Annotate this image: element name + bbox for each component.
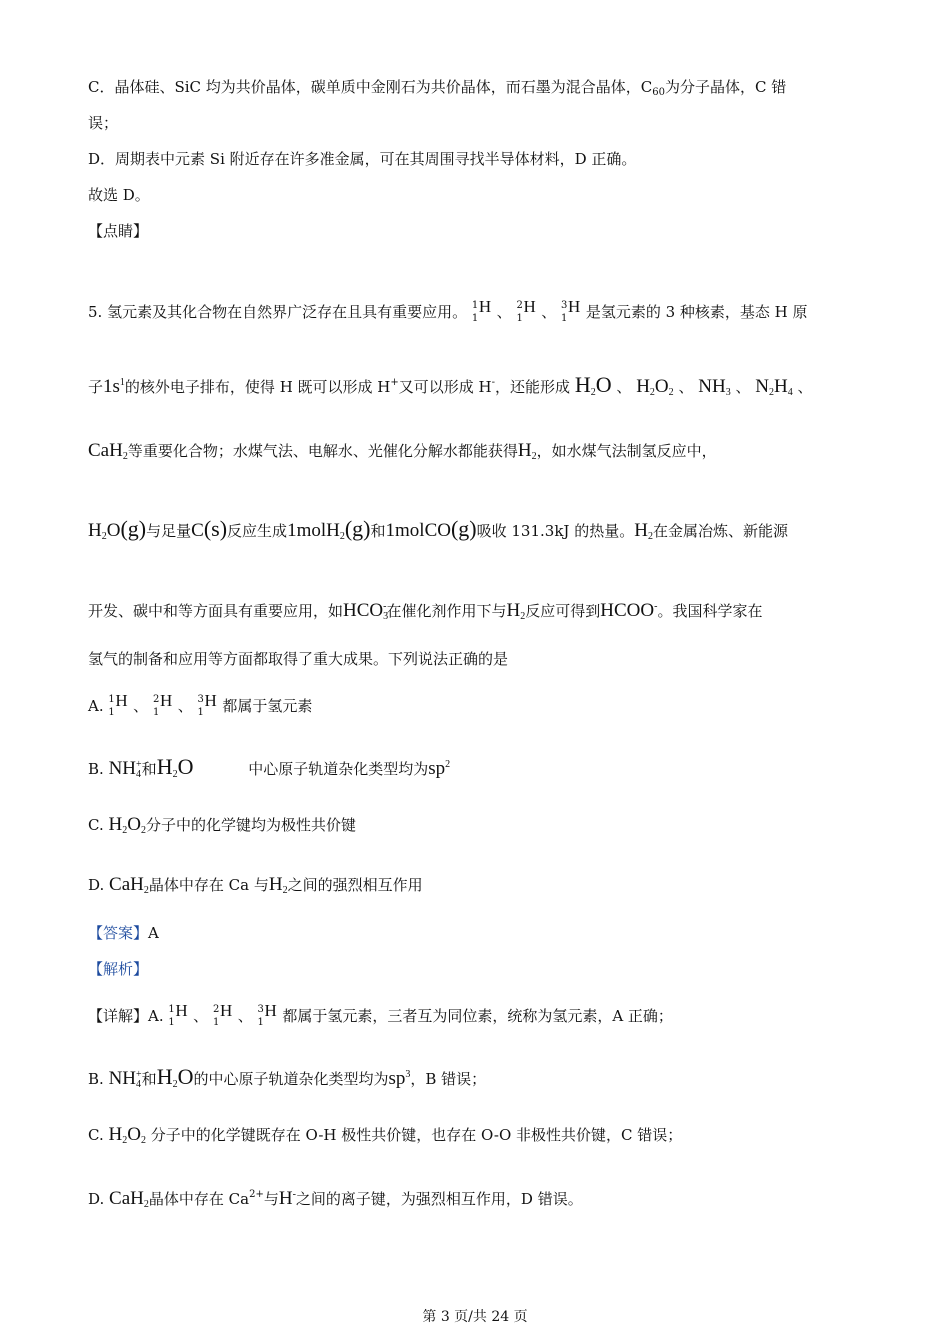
formula-sp2: $sp^2$ xyxy=(428,758,451,779)
analysis-label: 【解析】 xyxy=(88,960,149,978)
formula-cah2: CaH$_2$ xyxy=(109,1188,149,1210)
formula-nh4: $NH_4^+$ xyxy=(108,758,142,780)
q5-line3: CaH$_2$等重要化合物；水煤气法、电解水、光催化分解水都能获得$H_2$，如水煤气法制氢反应中， xyxy=(88,440,717,462)
formula-cah2: CaH$_2$ xyxy=(109,874,149,896)
answer-value: A xyxy=(148,924,159,942)
formula-h2o: $H_2O$ xyxy=(156,754,194,780)
isotope-2h: 2 1 H xyxy=(212,1001,233,1028)
dianjing-heading: 【点睛】 xyxy=(88,222,149,240)
answer-label: 【答案】 xyxy=(88,924,149,942)
detail-d: D. CaH$_2$晶体中存在 $Ca^{2+}$与H-之间的离子键，为强烈相互作用，D 错误。 xyxy=(88,1188,583,1210)
c60-subscript: 60 xyxy=(652,87,666,98)
formula-1mol-co: 1molCO(g) xyxy=(385,516,477,541)
option-c: C. $H_2O_2$分子中的化学键均为极性共价键 xyxy=(88,814,356,836)
answer xyxy=(88,922,159,944)
formula-1mol-h2: 1molH$_2$(g) xyxy=(287,516,371,542)
formula-h2o: $H_2O$ xyxy=(156,1064,194,1090)
formula-c-s: C(s) xyxy=(191,516,228,541)
q5-line6: 氢气的制备和应用等方面都取得了重大成果。下列说法正确的是 xyxy=(88,650,509,668)
formula-h2-c: $H_2$ xyxy=(506,600,526,622)
detail-c: C. $H_2O_2$ 分子中的化学键既存在 O-H 极性共价键，也存在 O-O 非极性共价键，C 错误； xyxy=(88,1124,683,1146)
formula-nh4: $NH_4^+$ xyxy=(108,1068,142,1090)
formula-hcoo: HCOO- xyxy=(600,600,658,621)
formula-nh3: $NH_3$ xyxy=(698,376,731,398)
isotope-2h: 2 1 H xyxy=(516,297,536,324)
detail-b: B. $NH_4^+$和$H_2O$的中心原子轨道杂化类型均为$sp^3$，B 错误； xyxy=(88,1064,487,1090)
formula-cah2: CaH$_2$ xyxy=(88,440,128,462)
formula-h-minus: H- xyxy=(278,1188,296,1209)
formula-h2: $H_2$ xyxy=(517,440,537,462)
formula-sp3: $sp^3$ xyxy=(388,1068,411,1089)
q5-line1: 5. 氢元素及其化合物在自然界广泛存在且具有重要应用。 1 1 H 、 2 1 H 、 3 1 H 是氢元素的 3 种核素，基态 H 原 xyxy=(88,297,808,324)
formula-hco3: $HCO_3^-$ xyxy=(343,600,389,622)
page-footer: 第 3 页/共 24 页 xyxy=(422,1309,528,1325)
isotope-1h: 1 1 H xyxy=(108,691,128,718)
q5-line4: $H_2O(g)$与足量C(s)反应生成1molH$_2$(g)和1molCO(g)吸收 131.3kJ 的热量。$H_2$在金属冶炼、新能源 xyxy=(88,516,788,542)
prev-option-d: D．周期表中元素 Si 附近存在许多准金属，可在其周围寻找半导体材料，D 正确。 xyxy=(88,150,637,168)
formula-h2o: $H_2O$ xyxy=(574,372,612,398)
prev-option-c-line2: 误； xyxy=(88,114,119,132)
formula-h2o2: $H_2O_2$ xyxy=(636,376,674,398)
isotope-2h: 2 1 H xyxy=(152,691,173,718)
option-a: A. 1 1 H 、 2 1 H 、 3 1 H 都属于氢元素 xyxy=(88,691,313,718)
formula-n2h4: $N_2H_4$ xyxy=(755,376,793,398)
isotope-3h: 3 1 H xyxy=(257,1001,277,1028)
isotope-3h: 3 1 H xyxy=(561,297,581,324)
isotope-1h: 1 1 H xyxy=(168,1001,188,1028)
option-d: D. CaH$_2$晶体中存在 Ca 与$H_2$之间的强烈相互作用 xyxy=(88,874,423,896)
isotope-1h: 1 1 H xyxy=(471,297,492,324)
q5-line5: 开发、碳中和等方面具有重要应用，如$HCO_3^-$在催化剂作用下与$H_2$反应可得到HCOO-。我国科学家在 xyxy=(88,600,763,622)
detail-a: 【详解】A. 1 1 H 、 2 1 H 、 3 1 H 都属于氢元素，三者互为同位素，统称为氢元素，A 正确； xyxy=(88,1001,673,1028)
prev-option-c-line1: C．晶体硅、SiC 均为共价晶体，碳单质中金刚石为共价晶体，而石墨为混合晶体，$C_{60}$为分子晶体，C 错 xyxy=(88,78,787,98)
formula-h2: $H_2$ xyxy=(268,874,288,896)
formula-h2o2: $H_2O_2$ xyxy=(108,1124,146,1146)
formula-1s1: $1s^1$ xyxy=(103,376,125,397)
prev-choose: 故选 D。 xyxy=(88,186,150,204)
isotope-3h: 3 1 H xyxy=(197,691,217,718)
formula-h2o2: $H_2O_2$ xyxy=(108,814,146,836)
formula-h2o-g: $H_2O(g)$ xyxy=(88,516,147,542)
option-b: B. $NH_4^+$和$H_2O$ 中心原子轨道杂化类型均为$sp^2$ xyxy=(88,754,451,780)
q5-line2: 子$1s^1$的核外电子排布，使得 H 既可以形成 H+又可以形成 H-，还能形成 $H_2O$ 、 $H_2O_2$ 、 $NH_3$ 、 $N_2H_4$ 、 xyxy=(88,372,813,398)
formula-h2-b: $H_2$ xyxy=(634,520,653,542)
